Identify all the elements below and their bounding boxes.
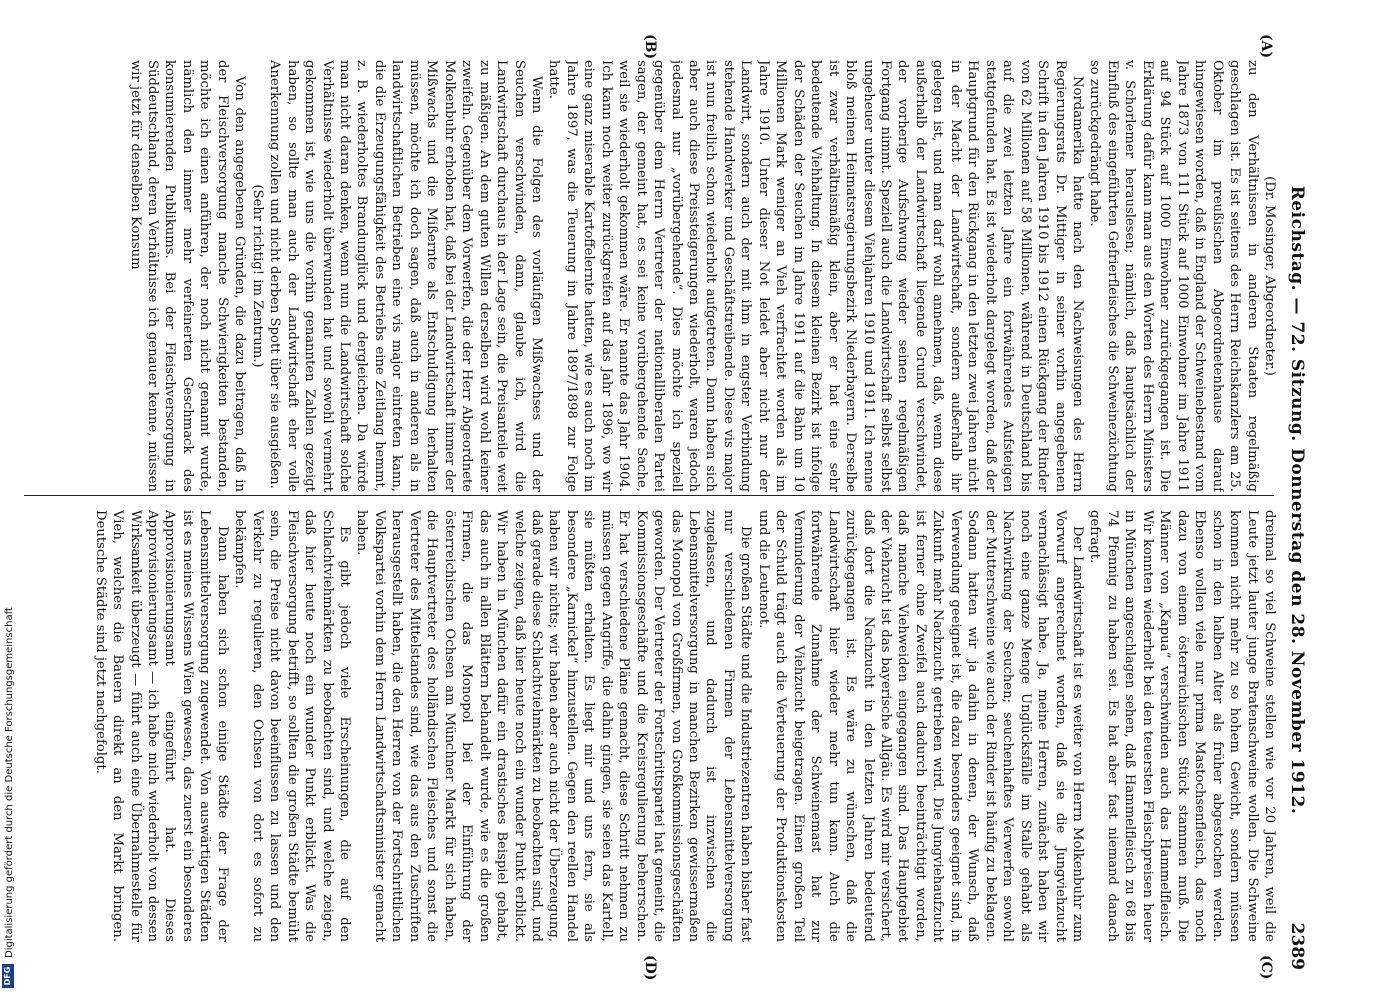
paragraph: Die großen Städte und die Industriezentren haben bisher fast nur verschiedenen Firmen der Lebensmittelversorgung zugelassen, und dadurch ist inzwischen die Lebensmittelversorgung in manchen Bezirken gewissermaßen das Monopol von Großfirmen, von Großkommissionsgeschäften geworden. Der Vertreter der Fortschrittspartei hat gemeint, die Kommissionsgeschäfte und die Kreisregulierung beherrschen. Er hat verschiedene Pläne gemacht, diese Schritt nehmen zu müssen gegen Angriffe, die dahin gingen, sie seien das Kartell, sie müßten erhalten. Es liegt mir und uns fern, sie als besondere „Karnickel“ hinzustellen. Gegen den reellen Handel haben wir nichts; wir haben aber auch nicht der Überzeugung, daß gerade diese Schlachtviehmärkten zu beobachten sind, und welche zeigen, daß hier heute noch ein wunder Punkt erblickt. Wir haben in München dafür ein drastisches Beispiel gehabt, das auch in allen Blättern behandelt wurde, wie es die großen Firmen, die das Monopol bei der Einführung der österreichischen Ochsen am Münchner Markt für sich haben, die Hauptvertreter des holländischen Fleisches und sonst die Vertreter des Mittelstandes sind, wie das aus den Zuschriften herausgestellt haben, die den Herren von der Fortschrittlichen Volkspartei vorhin dem Herrn Landwirtschaftsminister gemacht haben. <box>354 510 754 942</box>
margin-marker-d: (D) <box>642 955 658 981</box>
speaker-note: (Dr. Mosinger, Abgeordneter.) <box>1262 176 1277 376</box>
page-number: 2389 <box>1287 922 1307 970</box>
paragraph: Der Landwirtschaft ist es weiter von Herrn Molkenbuhr zum Vorwurf angerechnet worden, daß sie die Jungviehzucht vernachlässigt habe. Ja, meine Herren, zunächst haben wir noch eine ganze Menge Unglücksfälle im Stalle gehabt als Nachwirkung der Seuchen; seuchenhaftes Verwerfen sowohl der Mutterschweine wie auch der Rinder ist häufig zu beklagen. Sodann hatten wir ja dahin in denen, der Wunsch, daß Verwendung geeignet ist, die dazu besonders geeignet sind, in Zukunft mehr Nachzucht getrieben wird. Die Jungviehaufzucht ist ferner ohne Zweifel auch dadurch beeinträchtigt worden, daß manche Viehweiden eingegangen sind. Das Hauptgebiet der Viehzucht ist das bayerische Allgäu. Es wird mir versichert, daß dort die Nachzucht in den letzten Jahren bedeutend zurückgegangen ist. Es wäre zu wünschen, daß die Landwirtschaft hier wieder mehr tun kann. Auch die fortwährende Zunahme der Schweinemast hat zur Verminderung der Viehzucht beigetragen. Einen großen Teil der Schuld trägt auch die Verteuerung der Produktionskosten und die Leutenot. <box>755 510 1086 942</box>
paragraph: Dann haben sich schon einige Städte der Frage der Lebensmittelversorgung zugewendet. Von auswärtigen Städten ist es meines Wissens Wien gewesen, das zuerst ein besonderes Approvisionierungsamt eingeführt hat. Dieses Approvisionierungsamt — ich habe mich wiederholt von dessen Wirksamkeit überzeugt — führt auch eine Übernahmestelle für Vieh, welches die Bauern direkt an den Markt bringen. Deutsche Städte sind jetzt nachgefolgt. <box>92 510 230 942</box>
right-column <box>13 510 1278 942</box>
scanned-page <box>3 0 1318 1000</box>
interjection: (Sehr richtig! im Zentrum.) <box>249 184 265 368</box>
paragraph: zu den Verhältnissen in anderen Staaten regelmäßig geschlagen ist. Es ist seitens des Herrn Reichskanzlers am 25. Oktober im preußischen Abgeordnetenhause darauf hingewiesen worden, daß in England der Schweinebestand vom Jahre 1873 von 111 Stück auf 1000 Einwohner im Jahre 1911 auf 94 Stück auf 1000 Einwohner zurückgegangen ist. Die Erklärung dafür kann man aus den Worten des Herrn Ministers v. Schorlemer herauslesen; nämlich, daß hauptsächlich der Einfluß des eingeführten Gefrierfleisches die Schweinezüchtung so zurückgedrängt habe. <box>1087 60 1260 492</box>
page-header <box>1284 30 1310 970</box>
left-column <box>13 60 1278 492</box>
paragraph: Von den angegebenen Gründen, die dazu beitragen, daß in der Fleischversorgung manche Schwierigkeiten bestanden, möchte ich einen anführen, der noch nicht genannt wurde, nämlich den immer mehr verfeinerten Geschmack des konsumierenden Publikums. Bei der Fleischversorgung in Süddeutschland, deren Verhältnisse ich genauer kenne, müssen wir jetzt für denselben Konsum <box>127 60 248 492</box>
credit-text: Digitalisierung gefördert durch die Deutsche Forschungsgemeinschaft <box>4 607 15 958</box>
digitization-credit <box>1 0 15 1000</box>
paragraph: Es gibt jedoch viele Erscheinungen, die auf den Schlachtviehmärkten zu beobachten sind, und welche zeigen, daß hier heute noch ein wunder Punkt erblickt. Was die Fleischversorgung betrifft, so sollten die großen Städte bemüht sein, die Preise nicht davon beeinflussen zu lassen und den Verkehr zu regulieren, den Ochsen von dort es sofort zu bekämpfen. <box>232 510 352 942</box>
paragraph: dreimal so viel Schweine stellen wie vor 20 Jahren, weil die Leute jetzt lauter junge Bratenschweine wollen. Die Schweine kommen nicht mehr zu so hohem Gewicht, sondern müssen schon in den halben Alter als früher abgestochen werden. Ebenso wollen viele nur prima Mastochsenfleisch, das noch dazu von einem österreichischen Stück stammen muß. Die Männer von „Kapua“ verschwinden auch das Hammelfleisch. Wir konnten wiederholt bei den teuersten Fleischpreisen heuer in München angeschlagen sehen, daß Hammelfleisch zu 68 bis 74 Pfennig zu haben sei. Es hat aber fast niemand danach gefragt. <box>1087 510 1277 942</box>
column-divider <box>24 495 1274 496</box>
paragraph: Wenn die Folgen des vorläufigen Mißwachses und der Seuchen verschwinden, dann, glaube ich, wird die Landwirtschaft durchaus in der Lage sein, die Preisanteile weit zu mäßigen. An dem guten Willen derselben wird wohl keiner zweifeln. Gegenüber dem Vorwerfen, die der Herr Abgeordnete Molkenbuhr erhoben hat, daß bei der Landwirtschaft immer der Mißwachs und die Mißernte als Entschuldigung herhalten müssen, möchte ich doch sagen, daß auch in anderen als in landwirtschaftlichen Betrieben eine vis major eintreten kann, die die Erzeugungsfähigkeit des Betriebs eine Zeitlang hemmt, z. B. wiederholtes Brandunglück und dergleichen. Da würde man nicht daran denken, wenn nun die Landwirtschaft solche Verhältnisse wiederholt überwunden hat und sowohl vermehrt gekommen ist, wie uns die vorhin genannten Zahlen gezeigt haben, so sollte man auch der Landwirtschaft eher volle Anerkennung zollen und nicht derben Spott über sie ausgießen. <box>267 60 544 492</box>
dfg-logo-text: DFG <box>3 966 12 986</box>
margin-marker-c: (C) <box>1258 955 1274 980</box>
margin-marker-a: (A) <box>1258 34 1274 59</box>
paragraph: Nordamerika hatte nach den Nachweisungen des Herrn Regierungsrats Dr. Mittiger in seiner vorhin angegebenen Schrift in den Jahren 1910 bis 1912 einen Rückgang der Rinder von 62 Millionen auf 58 Millionen, während in Deutschland bis auf die zwei letzten Jahre ein fortwährendes Aufsteigen stattgefunden hat. Es ist wiederholt dargelegt worden, daß der Hauptgrund für den Rückgang in den letzten zwei Jahren nicht in der Macht der Landwirtschaft, sondern außerhalb ihr gelegen ist, und man darf wohl annehmen, daß, wenn diese außerhalb der Landwirtschaft liegende Grund verschwindet, der vorherige Aufschwung wieder seinen regelmäßigen Fortgang nimmt. Speziell auch die Landwirtschaft selbst selbst ungeheuer unter diesem Viehjahren 1910 und 1911. Ich nenne bloß meinen Heimatsregierungsbezirk Niederbayern. Derselbe ist zwar verhältnismäßig klein, aber er hat eine sehr bedeutende Viehhaltung. In diesem kleinen Bezirk ist infolge der Schäden der Seuchen im Jahre 1911 auf die Bahn um 10 Millionen Mark weniger an Vieh verfrachtet worden als im Jahre 1910. Unter dieser Not leidet aber nicht nur der Landwirt, sondern auch der mit ihm in engster Verbindung stehende Handwerker und Geschäftstreibende. Diese vis major ist nun freilich schon wiederholt aufgetreten. Dann haben sich aber auch diese Preissteigerungen wiederholt, waren jedoch jedesmal nur „vorübergehende“. Dies möchte ich speziell gegenüber dem Herrn Vertreter der nationalliberalen Partei sagen, der gemeint hat, es sei keine vorübergehende Sache, weil sie wiederholt gekommen wäre. Er nannte das Jahr 1904. Ich kann noch weiter zurückgreifen auf das Jahr 1896, wo wir eine ganz miserable Kartoffelernte hatten, wie es auch noch im Jahre 1897, was die Teuerung im Jahre 1897/1898 zur Folge hatte. <box>546 60 1086 492</box>
margin-marker-b: (B) <box>642 34 658 60</box>
running-title: Reichstag. — 72. Sitzung. Donnerstag den 28. November 1912. <box>1287 185 1307 815</box>
dfg-logo <box>2 964 14 988</box>
